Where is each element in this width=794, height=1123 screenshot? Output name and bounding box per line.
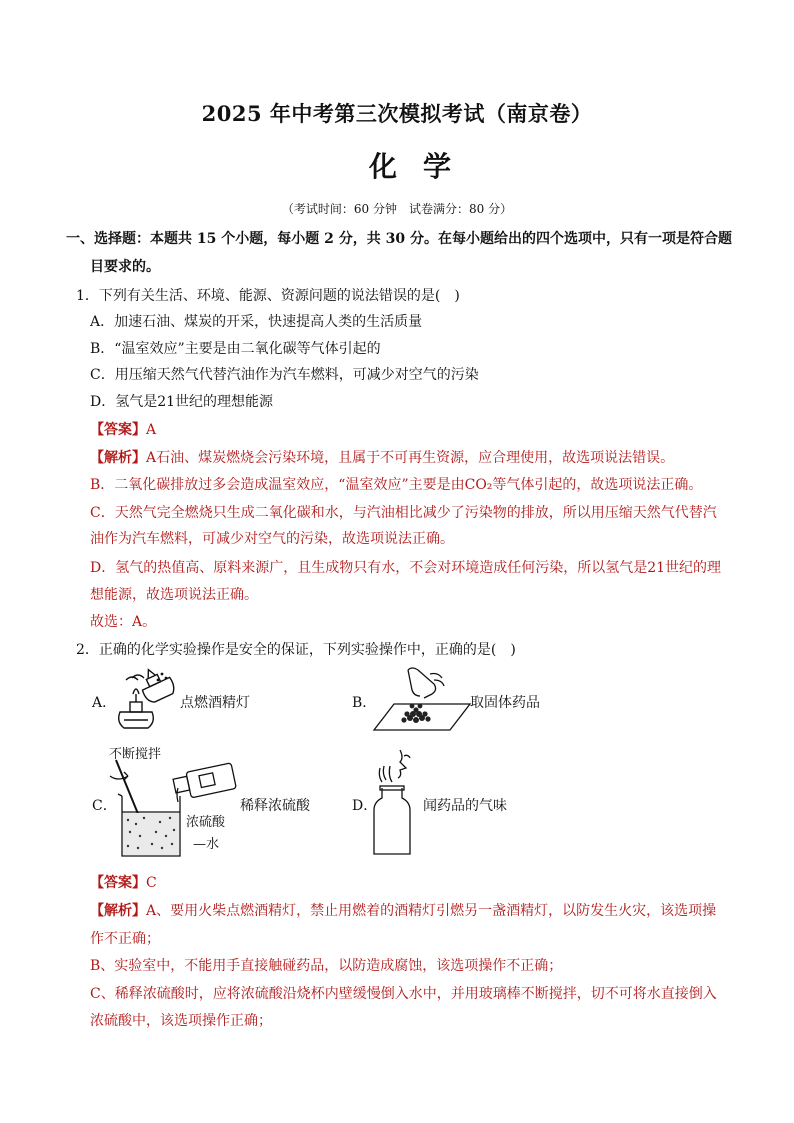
q2-analysis-line: 浓硫酸中，该选项操作正确； — [90, 1013, 272, 1029]
q2-analysis-a — [90, 900, 716, 920]
smell-reagent-illustration — [370, 748, 426, 858]
q2-option-c-water-text: 水 — [206, 837, 220, 852]
q1-option-a: A．加速石油、煤炭的开采，快速提高人类的生活质量 — [90, 314, 423, 330]
q1-conclusion: 故选：A。 — [90, 614, 157, 630]
exam-info: （考试时间：60 分钟 试卷满分：80 分） — [281, 202, 513, 216]
q1-analysis-line: B．二氧化碳排放过多会造成温室效应，“温室效应”主要是由CO₂等气体引起的，故选项说法正确。 — [90, 477, 703, 493]
section-heading-line2: 目要求的。 — [90, 259, 160, 275]
subject-title: 化学 — [368, 150, 477, 183]
q2-option-d-text: 闻药品的气味 — [423, 798, 507, 814]
q1-analysis-line: 油作为汽车燃料，可减少对空气的污染，故选项说法正确。 — [90, 531, 454, 547]
q2-analysis-line: C、稀释浓硫酸时，应将浓硫酸沿烧杯内壁缓慢倒入水中，并用玻璃棒不断搅拌，切不可将水直接倒入 — [90, 986, 717, 1002]
q2-analysis-line: B、实验室中，不能用手直接触碰药品，以防造成腐蚀，该选项操作不正确； — [90, 958, 563, 974]
q1-answer — [90, 419, 156, 439]
q2-answer-label: 【答案】 — [90, 875, 146, 891]
q2-option-b-text: 取固体药品 — [470, 695, 540, 711]
q2-answer-value: C — [146, 875, 157, 891]
q2-option-b-letter: B． — [352, 695, 377, 711]
q1-option-d: D．氢气是21世纪的理想能源 — [90, 394, 274, 410]
q2-option-c-stir-label: 不断搅拌 — [109, 747, 162, 762]
section-heading-line1: 一、选择题：本题共 15 个小题，每小题 2 分，共 30 分。在每小题给出的四个选项中，只有一项是符合题 — [66, 231, 732, 247]
q2-stem: 2．正确的化学实验操作是安全的保证，下列实验操作中，正确的是( ) — [76, 642, 516, 658]
q2-option-a-text: 点燃酒精灯 — [180, 695, 250, 711]
q1-analysis-line: 想能源，故选项说法正确。 — [90, 587, 258, 603]
q2-option-d-letter: D． — [352, 798, 378, 814]
q2-answer — [90, 872, 157, 892]
q2-analysis-label: 【解析】 — [90, 903, 146, 919]
q1-answer-value: A — [146, 422, 157, 438]
alcohol-lamp-illustration — [112, 664, 180, 734]
q1-option-c: C．用压缩天然气代替汽油作为汽车燃料，可减少对空气的污染 — [90, 367, 479, 383]
q1-analysis-label: 【解析】 — [90, 450, 146, 466]
q1-analysis-line: A石油、煤炭燃烧会污染环境，且属于不可再生资源，应合理使用，故选项说法错误。 — [146, 450, 675, 466]
q2-option-c-water-label: —水 — [193, 837, 220, 852]
q2-option-c-letter: C． — [92, 798, 117, 814]
solid-reagent-illustration — [372, 664, 472, 736]
exam-title: 2025 年中考第三次模拟考试（南京卷） — [201, 101, 593, 126]
q2-option-a-letter: A． — [92, 695, 117, 711]
q1-stem: 1．下列有关生活、环境、能源、资源问题的说法错误的是( ) — [76, 288, 460, 304]
q2-analysis-line: A、要用火柴点燃酒精灯，禁止用燃着的酒精灯引燃另一盏酒精灯，以防发生火灾，该选项操 — [146, 903, 717, 919]
q1-analysis-line: D．氢气的热值高、原料来源广，且生成物只有水，不会对环境造成任何污染，所以氢气是21世纪的理 — [90, 560, 722, 576]
q2-analysis-line: 作不正确； — [90, 931, 160, 947]
q1-analysis-line: C．天然气完全燃烧只生成二氧化碳和水，与汽油相比减少了污染物的排放，所以用压缩天然气代替汽 — [90, 505, 717, 521]
q2-option-c-text: 稀释浓硫酸 — [240, 798, 310, 814]
q1-analysis-a — [90, 447, 674, 467]
q1-answer-label: 【答案】 — [90, 422, 146, 438]
q2-option-c-acid-label: 浓硫酸 — [186, 815, 226, 830]
q1-option-b: B．“温室效应”主要是由二氧化碳等气体引起的 — [90, 341, 381, 357]
